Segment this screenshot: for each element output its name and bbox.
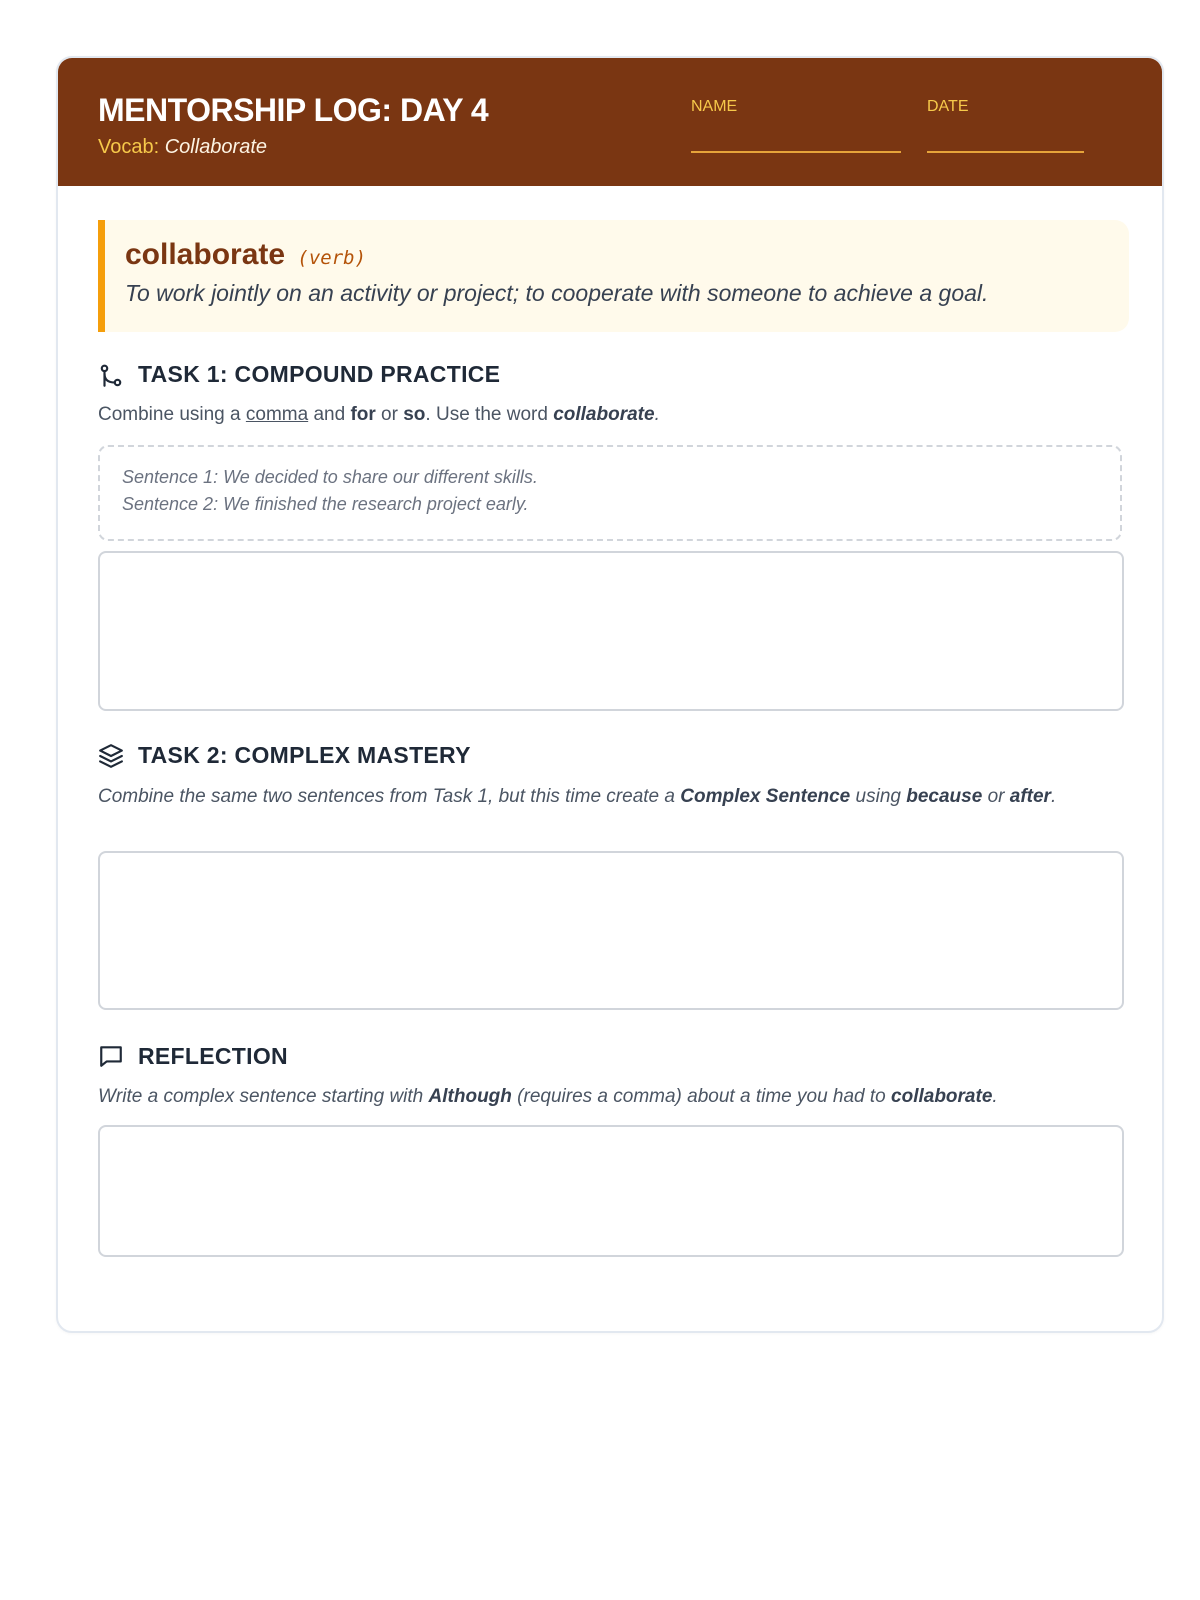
task1-instructions: Combine using a comma and for or so. Use the word collaborate. xyxy=(98,404,660,425)
message-square-icon xyxy=(98,1043,124,1069)
sample-sentence-1: Sentence 1: We decided to share our different skills. xyxy=(122,467,538,487)
part-of-speech: (verb) xyxy=(297,247,367,269)
task2-title: TASK 2: COMPLEX MASTERY xyxy=(138,742,471,768)
sample-sentences-box xyxy=(98,445,1122,541)
definition-word xyxy=(125,238,366,272)
name-label: NAME xyxy=(691,98,738,115)
task1-title: TASK 1: COMPOUND PRACTICE xyxy=(138,361,501,387)
sample-sentence-2: Sentence 2: We finished the research project early. xyxy=(122,494,529,514)
reflection-answer-box[interactable] xyxy=(98,1125,1124,1257)
date-label: DATE xyxy=(927,98,969,115)
name-field[interactable] xyxy=(691,151,901,153)
task2-answer-box[interactable] xyxy=(98,851,1124,1010)
reflection-title: REFLECTION xyxy=(138,1043,288,1069)
task2-instructions: Combine the same two sentences from Task 1, but this time create a Complex Sentence using because or after. xyxy=(98,786,1057,807)
worksheet-title: MENTORSHIP LOG: DAY 4 xyxy=(98,92,489,128)
vocab-prefix: Vocab: xyxy=(98,136,160,158)
vocab-word: Collaborate xyxy=(164,136,268,158)
vocab-subtitle xyxy=(98,136,267,159)
worksheet-header xyxy=(58,58,1162,186)
definition-box xyxy=(98,220,1129,332)
worksheet-card xyxy=(56,56,1164,1333)
definition-meaning: To work jointly on an activity or project; to cooperate with someone to achieve a goal. xyxy=(125,280,989,306)
task1-answer-box[interactable] xyxy=(98,551,1124,711)
reflection-instructions: Write a complex sentence starting with Although (requires a comma) about a time you had to collaborate. xyxy=(98,1086,998,1107)
layers-icon xyxy=(98,743,124,769)
git-branch-icon xyxy=(98,363,124,389)
word-text: collaborate xyxy=(125,238,286,271)
date-field[interactable] xyxy=(927,151,1084,153)
